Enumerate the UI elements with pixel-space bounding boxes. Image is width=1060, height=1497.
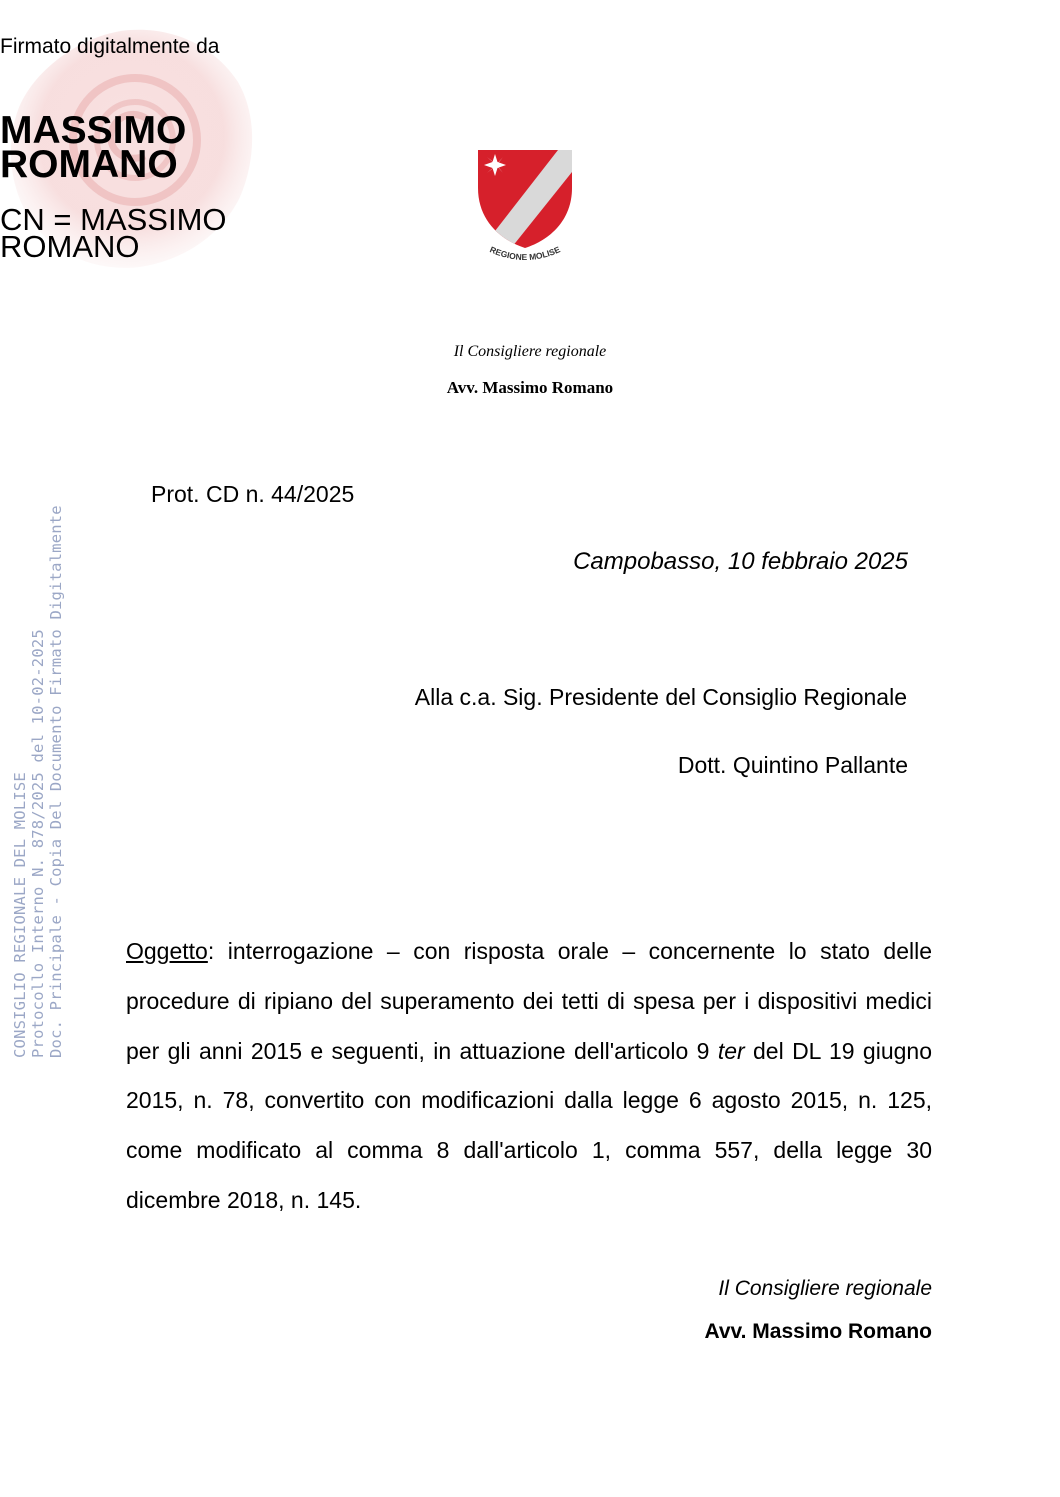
subject-label: Oggetto bbox=[126, 938, 208, 964]
subject-paragraph bbox=[126, 927, 932, 1226]
signoff-name: Avv. Massimo Romano bbox=[704, 1320, 932, 1343]
signer-cn-line1: CN = MASSIMO bbox=[0, 202, 227, 237]
subject-ter: ter bbox=[717, 1037, 745, 1064]
signer-name bbox=[0, 109, 187, 186]
recipient-line-1: Alla c.a. Sig. Presidente del Consiglio Regionale bbox=[414, 684, 907, 710]
document-date: Campobasso, 10 febbraio 2025 bbox=[573, 548, 908, 575]
logo-text: REGIONE MOLISE bbox=[488, 244, 562, 263]
header-role: Il Consigliere regionale bbox=[453, 343, 607, 360]
header-name: Avv. Massimo Romano bbox=[446, 378, 614, 397]
subject-text-2: del DL 19 giugno 2015, n. 78, convertito con modificazioni dalla legge 6 agosto 2015, n. 125, come modificato al comma 8 dall'articolo 1, comma 557, della legge 30 dicembre 2018, n. 145. bbox=[126, 1037, 932, 1213]
signoff-role: Il Consigliere regionale bbox=[718, 1277, 932, 1300]
watermark-line-1: CONSIGLIO REGIONALE DEL MOLISE bbox=[11, 772, 29, 1058]
recipient-line-2: Dott. Quintino Pallante bbox=[677, 752, 908, 778]
signer-name-line1: MASSIMO bbox=[0, 109, 187, 152]
signer-cn bbox=[0, 202, 227, 264]
signer-cn-line2: ROMANO bbox=[0, 229, 140, 264]
regione-molise-logo bbox=[468, 140, 580, 270]
signature-prefix: Firmato digitalmente da bbox=[0, 35, 220, 58]
subject-text-1: : interrogazione – con risposta orale – concernente lo stato delle procedure di ripiano del superamento dei tetti di spesa per i dispositivi medici per gli anni 2015 e seguenti, in attuazione dell'articolo 9 bbox=[126, 938, 932, 1064]
watermark-line-3: Doc. Principale - Copia Del Documento Firmato Digitalmente bbox=[47, 505, 65, 1058]
protocol-number: Prot. CD n. 44/2025 bbox=[151, 481, 355, 507]
signer-name-line2: ROMANO bbox=[0, 143, 178, 186]
watermark-line-2: Protocollo Interno N. 878/2025 del 10-02-2025 bbox=[29, 629, 47, 1058]
